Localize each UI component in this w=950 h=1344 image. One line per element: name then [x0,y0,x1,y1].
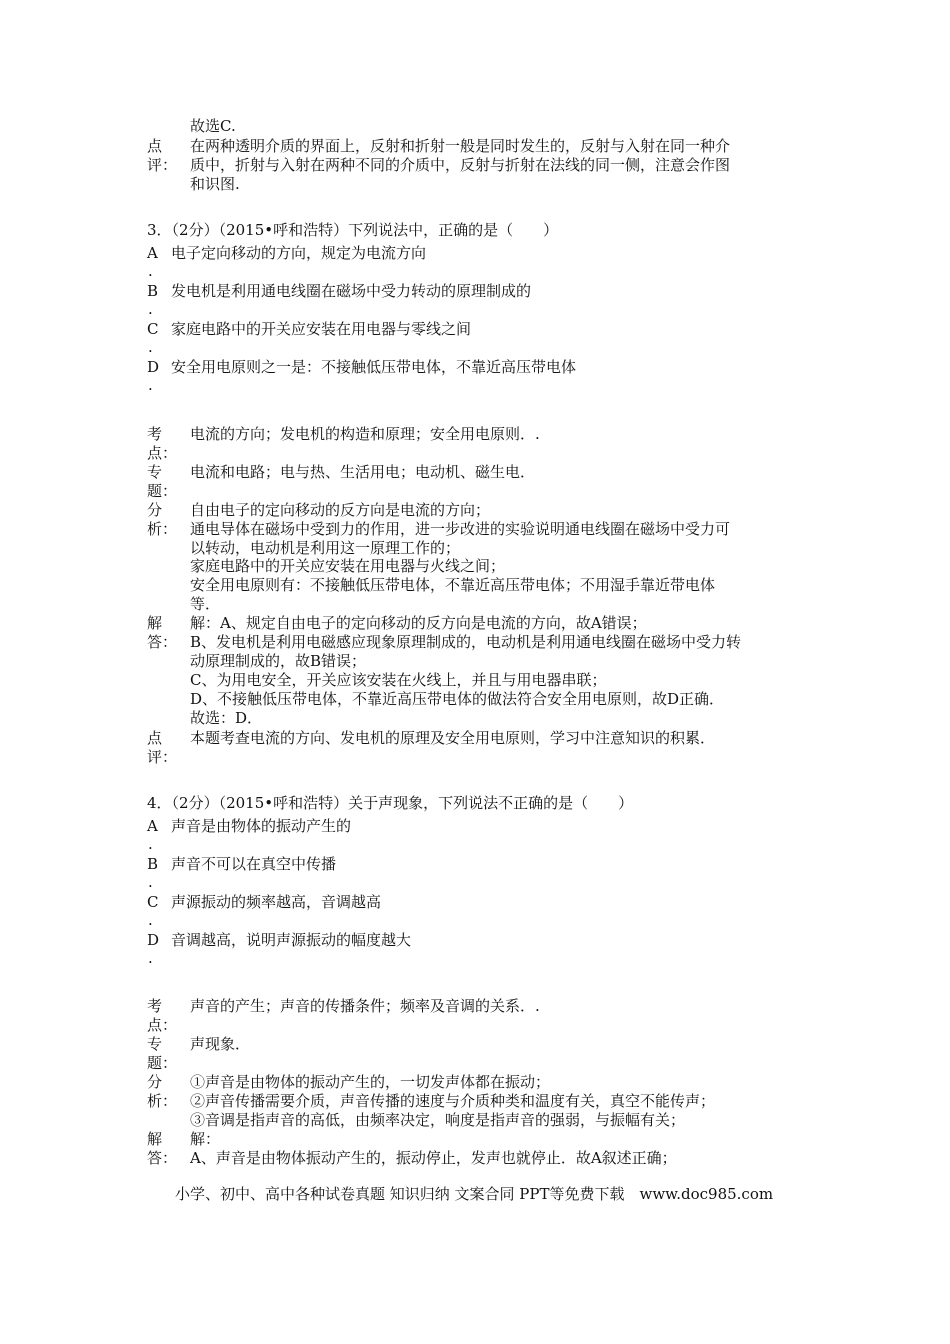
q4-option-text: 声源振动的频率越高，音调越高 [171,893,382,911]
q4-kaodian-label: 点： [147,1016,178,1034]
q4-option-letter: C [147,893,159,911]
q3-dianping: 本题考查电流的方向、发电机的原理及安全用电原则，学习中注意知识的积累． [190,729,716,747]
q3-option-letter: D [147,358,160,376]
option-dot: . [148,376,153,394]
q4-fenxi-label: 析： [147,1092,178,1110]
q3-option-letter: C [147,320,159,338]
q2-review-line: 在两种透明介质的界面上，反射和折射一般是同时发生的，反射与入射在同一种介 [190,137,731,155]
q3-jieda-label: 解 [147,614,163,632]
q3-kaodian-label: 点： [147,444,178,462]
q3-jieda-label: 答： [147,633,178,651]
q3-zhuanti-label: 专 [147,463,163,481]
q3-option-text: 电子定向移动的方向，规定为电流方向 [171,244,427,262]
q3-kaodian-label: 考 [147,425,163,443]
q4-option-letter: B [147,855,159,873]
option-dot: . [148,300,153,318]
option-dot: . [148,911,153,929]
q3-option-text: 发电机是利用通电线圈在磁场中受力转动的原理制成的 [171,282,532,300]
q2-review-line: 和识图. [190,175,240,193]
q4-jieda-label: 解 [147,1130,163,1148]
q3-kaodian: 电流的方向；发电机的构造和原理；安全用电原则．. [190,425,540,443]
q4-option-letter: A [147,817,158,835]
q3-jieda-line: D、不接触低压带电体，不靠近高压带电体的做法符合安全用电原则，故D正确． [190,690,725,708]
q4-jieda-line: 解： [190,1130,221,1148]
q4-option-letter: D [147,931,160,949]
q3-zhuanti-label: 题： [147,482,178,500]
q3-fenxi-line: 自由电子的定向移动的反方向是电流的方向； [190,501,491,519]
q3-fenxi-line: 安全用电原则有：不接触低压带电体，不靠近高压带电体；不用湿手靠近带电体 [190,576,716,594]
q3-fenxi-line: 家庭电路中的开关应安装在用电器与火线之间； [190,557,506,575]
q2-review-line: 质中，折射与入射在两种不同的介质中，反射与折射在法线的同一侧，注意会作图 [190,156,731,174]
q3-zhuanti: 电流和电路；电与热、生活用电；电动机、磁生电． [190,463,536,481]
option-dot: . [148,338,153,356]
q4-option-text: 声音不可以在真空中传播 [171,855,337,873]
q4-fenxi-line: ②声音传播需要介质，声音传播的速度与介质种类和温度有关，真空不能传声； [190,1092,716,1110]
q3-fenxi-line: 等． [190,595,221,613]
q3-stem: 3．（2分）（2015•呼和浩特）下列说法中，正确的是（ ） [147,221,559,239]
q3-option-text: 家庭电路中的开关应安装在用电器与零线之间 [171,320,472,338]
q3-option-letter: B [147,282,159,300]
q2-review-label: 点 [147,137,163,155]
q3-dianping-label: 点 [147,729,163,747]
q3-jieda-line: 故选：D． [190,709,263,727]
q3-jieda-line: B、发电机是利用电磁感应现象原理制成的，电动机是利用通电线圈在磁场中受力转 [190,633,742,651]
q3-option-text: 安全用电原则之一是：不接触低压带电体，不靠近高压带电体 [171,358,577,376]
q3-fenxi-label: 分 [147,501,163,519]
q2-review-label-2: 评： [147,156,178,174]
q3-dianping-label: 评： [147,748,178,766]
q2-conclusion: 故选C. [190,117,236,135]
q4-option-text: 音调越高，说明声源振动的幅度越大 [171,931,412,949]
q3-fenxi-label: 析： [147,520,178,538]
q3-fenxi-line: 通电导体在磁场中受到力的作用，进一步改进的实验说明通电线圈在磁场中受力可 [190,520,731,538]
q4-kaodian: 声音的产生；声音的传播条件；频率及音调的关系．. [190,997,540,1015]
q3-option-letter: A [147,244,158,262]
q3-jieda-line: C、为用电安全，开关应该安装在火线上，并且与用电器串联； [190,671,607,689]
q4-zhuanti-label: 题： [147,1054,178,1072]
q4-kaodian-label: 考 [147,997,163,1015]
q3-fenxi-line: 以转动，电动机是利用这一原理工作的； [190,539,461,557]
option-dot: . [148,873,153,891]
option-dot: . [148,262,153,280]
q4-option-text: 声音是由物体的振动产生的 [171,817,352,835]
q4-jieda-line: A、声音是由物体振动产生的，振动停止，发声也就停止．故A叙述正确； [190,1149,677,1167]
q4-fenxi-line: ①声音是由物体的振动产生的，一切发声体都在振动； [190,1073,551,1091]
q4-fenxi-label: 分 [147,1073,163,1091]
q4-jieda-label: 答： [147,1149,178,1167]
q4-zhuanti-label: 专 [147,1035,163,1053]
q3-jieda-line: 解：A、规定自由电子的定向移动的反方向是电流的方向，故A错误； [190,614,647,632]
page-footer: 小学、初中、高中各种试卷真题 知识归纳 文案合同 PPT等免费下载 www.doc985.com [175,1185,774,1203]
q4-zhuanti: 声现象． [190,1035,251,1053]
option-dot: . [148,835,153,853]
q4-fenxi-line: ③音调是指声音的高低，由频率决定，响度是指声音的强弱，与振幅有关； [190,1111,686,1129]
q4-stem: 4．（2分）（2015•呼和浩特）关于声现象，下列说法不正确的是（ ） [147,794,634,812]
option-dot: . [148,949,153,967]
q3-jieda-line: 动原理制成的，故B错误； [190,652,367,670]
